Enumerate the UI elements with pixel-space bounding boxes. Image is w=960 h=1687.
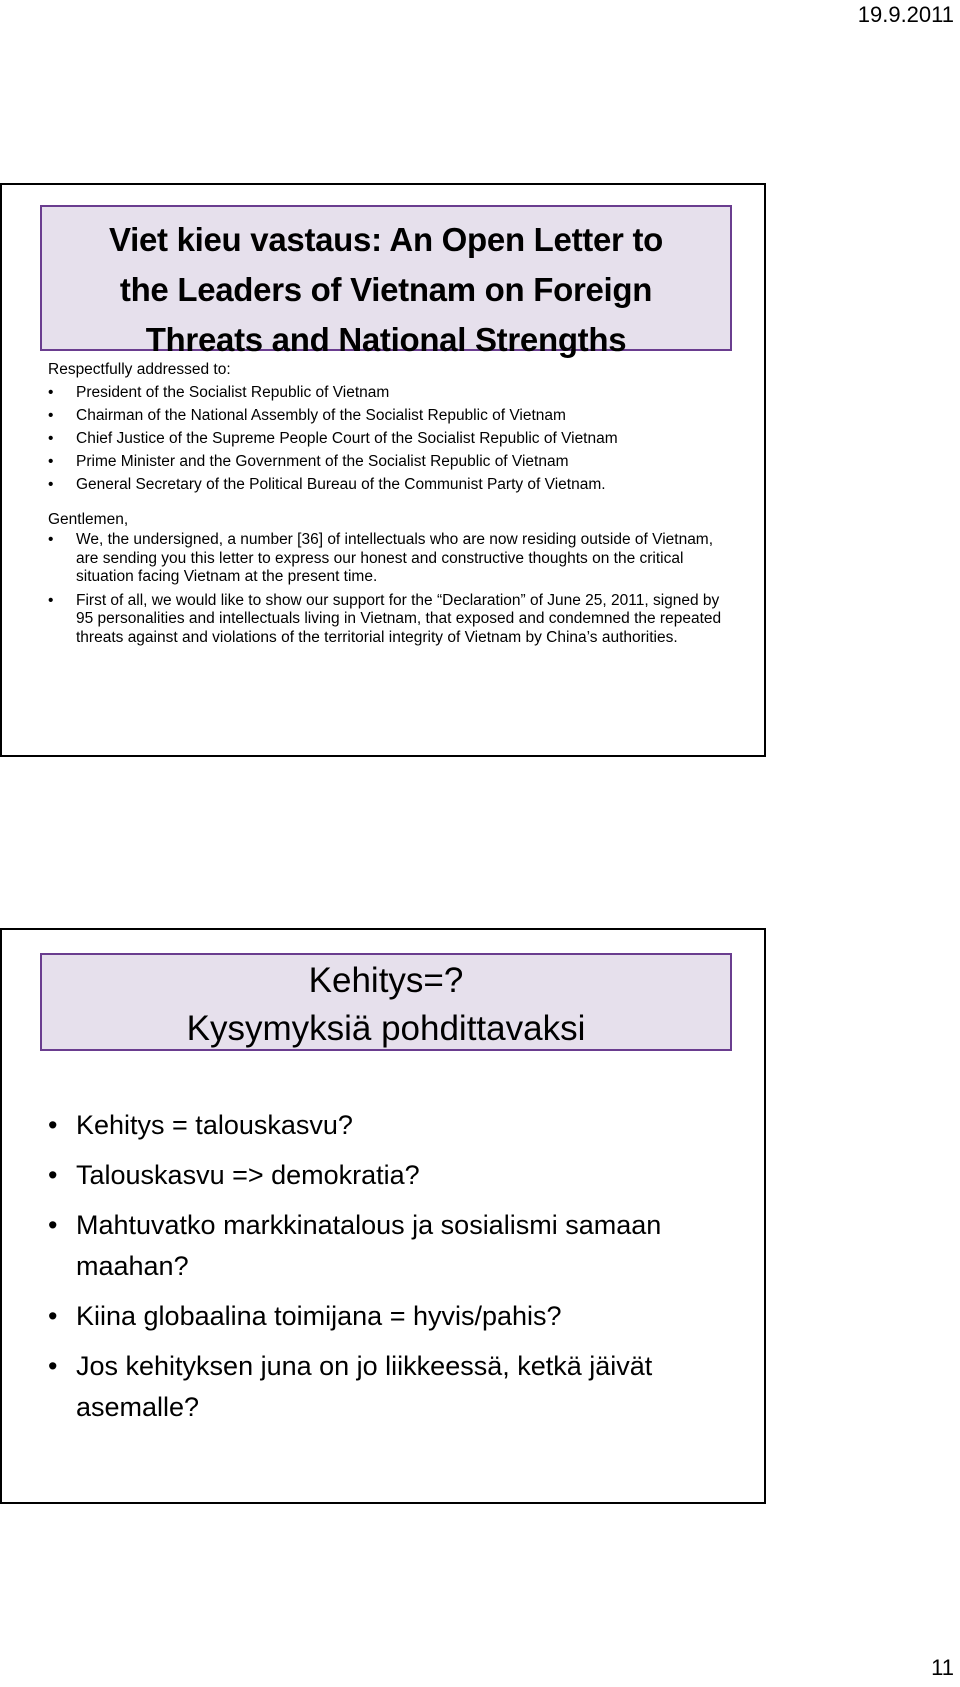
slide-body <box>48 358 728 652</box>
page-date: 19.9.2011 <box>857 2 954 27</box>
question-list <box>48 1105 738 1428</box>
slide-title-box <box>40 205 732 358</box>
list-item: • President of the Socialist Republic of Vietnam <box>48 381 728 404</box>
list-item: • We, the undersigned, a number [36] of intellectuals who are now residing outside of Vietnam, are sending you this letter to express our honest and constructive thoughts on the critical situation facing Vietnam at the present time. <box>48 531 728 587</box>
slide-title-line: the Leaders of Vietnam on Foreign <box>119 271 653 308</box>
list-item: • Mahtuvatko markkinatalous ja sosialismi samaan maahan? <box>48 1205 738 1287</box>
addressed-to-label: Respectfully addressed to: <box>48 361 231 378</box>
list-item: • Chairman of the National Assembly of the Socialist Republic of Vietnam <box>48 404 728 427</box>
list-item: • Kiina globaalina toimijana = hyvis/pahis? <box>48 1296 738 1337</box>
list-item: • Talouskasvu => demokratia? <box>48 1155 738 1196</box>
slide-title-box <box>40 953 732 1051</box>
slide-title-line: Threats and National Strengths <box>145 321 627 358</box>
slide-kehitys <box>0 928 766 1504</box>
slide-title-line: Viet kieu vastaus: An Open Letter to <box>108 221 663 258</box>
list-item: • First of all, we would like to show our support for the “Declaration” of June 25, 2011, signed by 95 personalities and intellectuals living in Vietnam, that exposed and condemned the repeated threats against and violations of the territorial integrity of Vietnam by China’s authorities. <box>48 592 728 648</box>
list-item: • Prime Minister and the Government of the Socialist Republic of Vietnam <box>48 450 728 473</box>
list-item: • Chief Justice of the Supreme People Court of the Socialist Republic of Vietnam <box>48 427 728 450</box>
slide-open-letter <box>0 183 766 757</box>
recipient-list <box>48 381 728 496</box>
page-number: 11 <box>931 1655 954 1680</box>
slide-body <box>48 1105 738 1437</box>
salutation: Gentlemen, <box>48 511 129 528</box>
list-item: • General Secretary of the Political Bureau of the Communist Party of Vietnam. <box>48 473 728 496</box>
list-item: • Kehitys = talouskasvu? <box>48 1105 738 1146</box>
list-item: • Jos kehityksen juna on jo liikkeessä, ketkä jäivät asemalle? <box>48 1346 738 1428</box>
slide-title-line: Kehitys=? <box>308 961 464 1000</box>
letter-paragraphs <box>48 531 728 647</box>
slide-title-line: Kysymyksiä pohdittavaksi <box>186 1009 586 1048</box>
